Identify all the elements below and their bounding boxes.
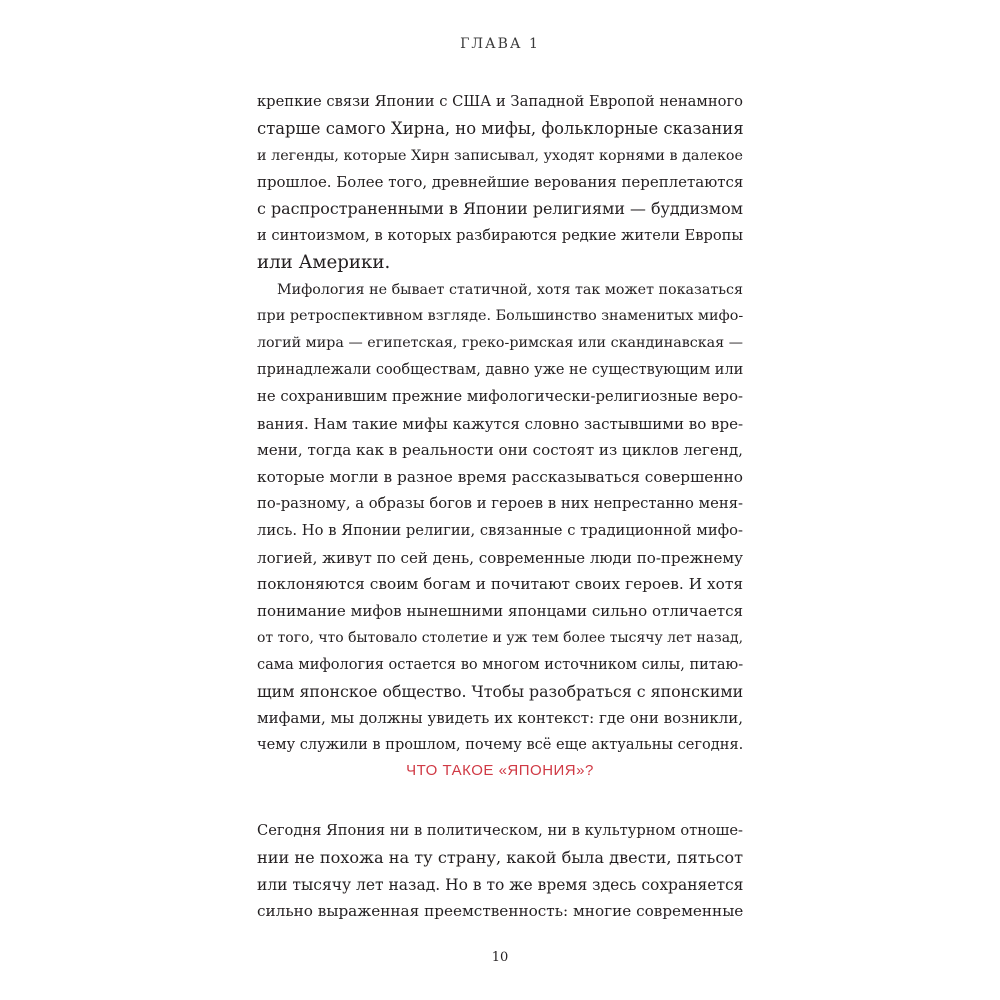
text-line: вания. Нам такие мифы кажутся словно застывшими во вре-: [257, 414, 744, 433]
text-line: принадлежали сообществам, давно уже не существующим или: [257, 361, 744, 378]
text-line: мифами, мы должны увидеть их контекст: где они возникли,: [257, 709, 743, 728]
text-line: логией, живут по сей день, современные люди по-прежнему: [257, 548, 743, 567]
text-block-section: [257, 818, 743, 925]
paragraph-mythology: [257, 277, 743, 759]
text-line: по-разному, а образы богов и героев в них непрестанно меня-: [257, 494, 743, 512]
running-header: ГЛАВА 1: [460, 36, 540, 52]
text-line: нии не похожа на ту страну, какой была двести, пятьсот: [257, 847, 743, 867]
text-line: Сегодня Япония ни в политическом, ни в культурном отноше-: [257, 822, 743, 839]
text-line: сама мифология остается во многом источником силы, питаю-: [257, 656, 744, 673]
text-line: сильно выраженная преемственность: многие современные: [257, 902, 744, 921]
text-line: или тысячу лет назад. Но в то же время здесь сохраняется: [257, 875, 744, 894]
page-number: 10: [491, 950, 509, 965]
text-line: или Америки.: [257, 251, 391, 273]
text-line: и легенды, которые Хирн записывал, уходят корнями в далекое: [257, 147, 743, 164]
text-line: лись. Но в Японии религии, связанные с традиционной мифо-: [257, 521, 743, 539]
text-line: Мифология не бывает статичной, хотя так может показаться: [277, 281, 743, 298]
text-line: понимание мифов нынешними японцами сильно отличается: [257, 602, 743, 621]
text-line: логий мира — египетская, греко-римская или скандинавская —: [257, 335, 743, 352]
text-line: старше самого Хирна, но мифы, фольклорные сказания: [257, 118, 744, 138]
section-heading: ЧТО ТАКОЕ «ЯПОНИЯ»?: [406, 762, 594, 779]
text-line: и синтоизмом, в которых разбираются редкие жители Европы: [257, 226, 744, 244]
text-line: которые могли в разное время рассказываться совершенно: [257, 468, 743, 487]
text-line: поклоняются своим богам и почитают своих героев. И хотя: [257, 575, 743, 594]
text-line: не сохранившим прежние мифологически-религиозные веро-: [257, 387, 743, 405]
paragraph-japan-today: [257, 818, 743, 925]
text-line: прошлое. Более того, древнейшие верования переплетаются: [257, 173, 744, 192]
text-line: щим японское общество. Чтобы разобраться с японскими: [257, 681, 744, 701]
text-line: крепкие связи Японии с США и Западной Европой ненамного: [257, 93, 743, 110]
text-line: с распространенными в Японии религиями — буддизмом: [257, 199, 743, 219]
text-line: мени, тогда как в реальности они состоят из циклов легенд,: [257, 441, 743, 460]
text-line: при ретроспективном взгляде. Большинство знаменитых мифо-: [257, 308, 744, 325]
text-line: от того, что бытовало столетие и уж тем более тысячу лет назад,: [257, 629, 744, 646]
text-line: чему служили в прошлом, почему всё еще актуальны сегодня.: [257, 736, 744, 754]
paragraph-continued: [257, 89, 743, 277]
text-block-main: [257, 89, 743, 759]
